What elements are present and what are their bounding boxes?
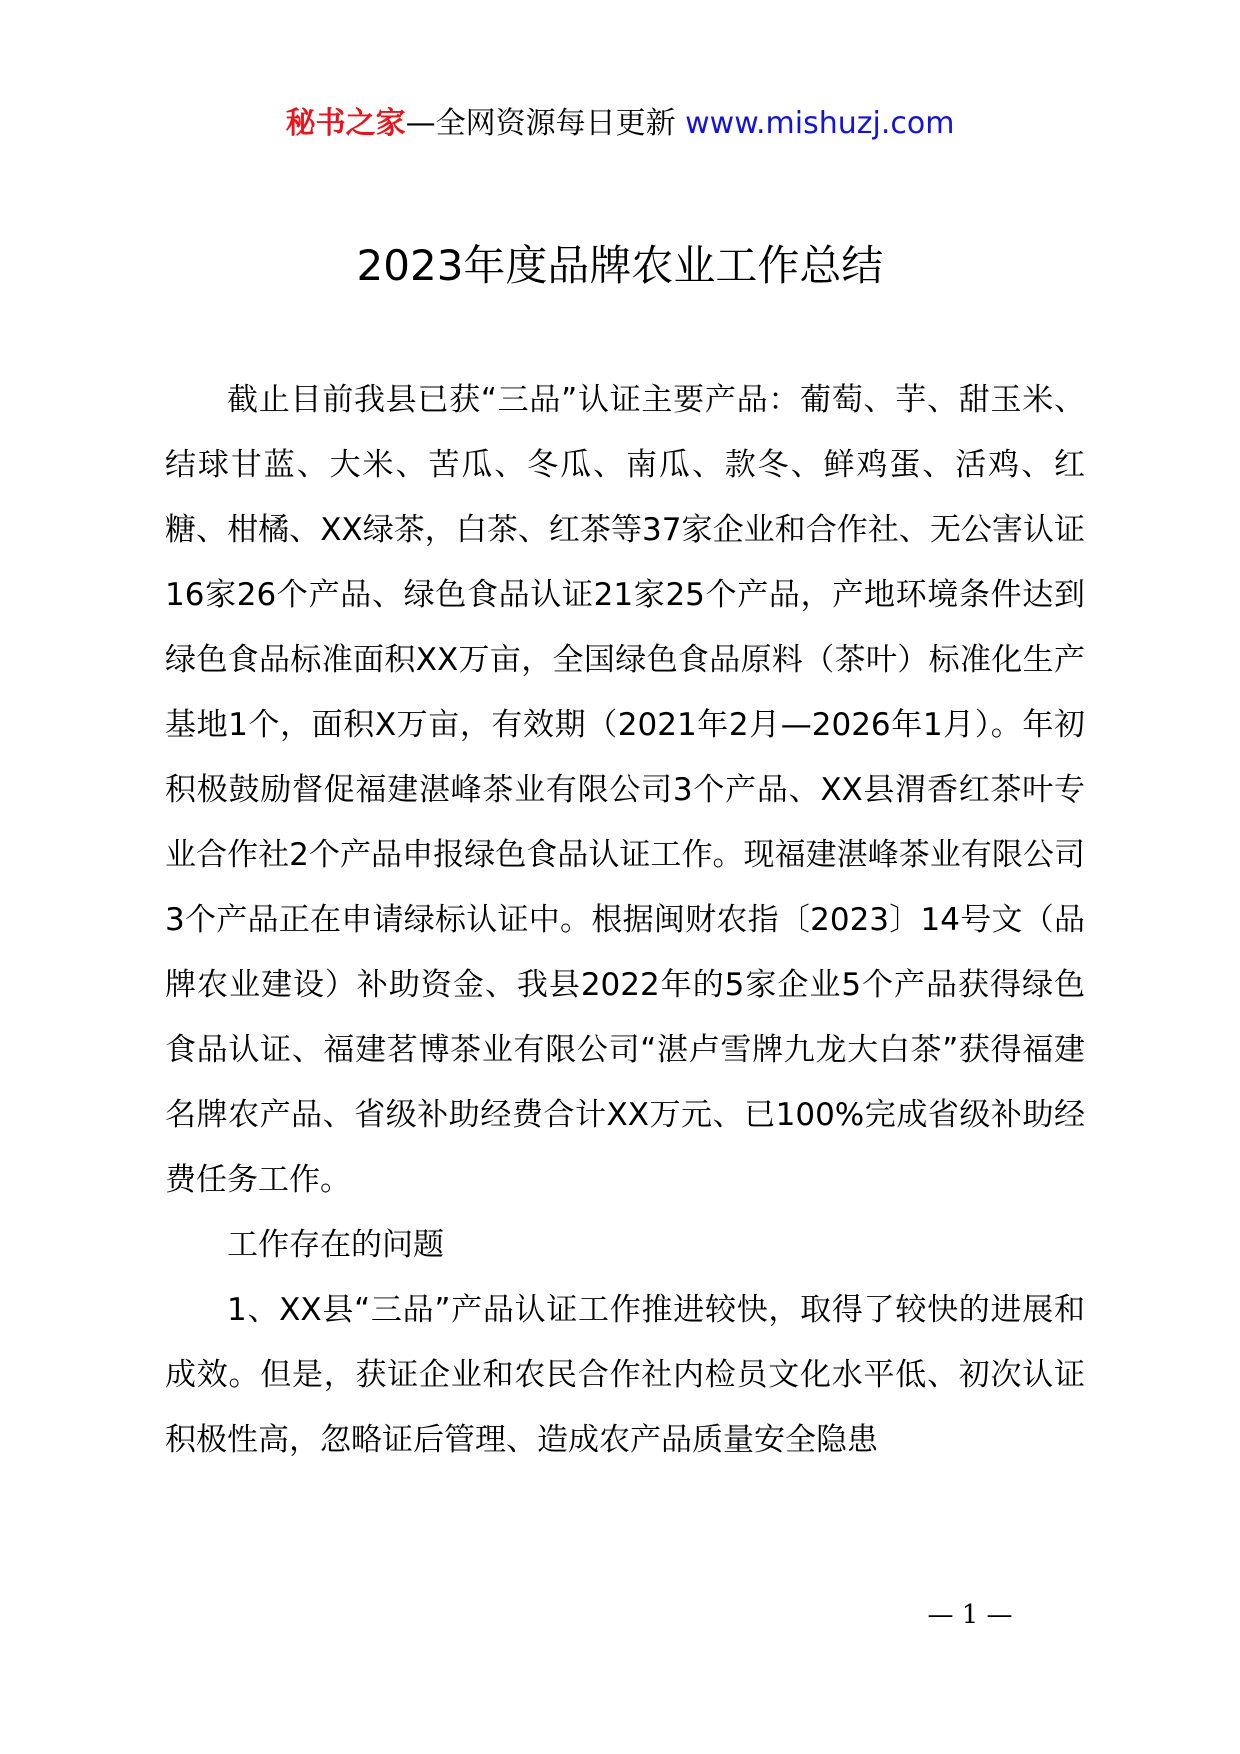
site-header (0, 100, 1240, 148)
site-tagline: —全网资源每日更新 (405, 106, 676, 141)
section-heading-problems: 工作存在的问题 (227, 1227, 444, 1263)
site-brand: 秘书之家 (285, 106, 406, 141)
site-url-link[interactable]: www.mishuzj.com (685, 106, 955, 141)
paragraph-problem-1: 1、XX县“三品”产品认证工作推进较快，取得了较快的进展和成效。但是，获证企业和农民合作社内检员文化水平低、初次认证积极性高，忽略证后管理、造成农产品质量安全隐患 (165, 1292, 1085, 1458)
paragraph-certification-summary: 截止目前我县已获“三品”认证主要产品：葡萄、芋、甜玉米、结球甘蓝、大米、苦瓜、冬瓜、南瓜、款冬、鲜鸡蛋、活鸡、红糖、柑橘、XX绿茶，白茶、红茶等37家企业和合作社、无公害认证16家26个产品、绿色食品认证21家25个产品，产地环境条件达到绿色食品标准面积XX万亩，全国绿色食品原料（茶叶）标准化生产基地1个，面积X万亩，有效期（2021年2月—2026年1月）。年初积极鼓励督促福建湛峰茶业有限公司3个产品、XX县渭香红茶叶专业合作社2个产品申报绿色食品认证工作。现福建湛峰茶业有限公司3个产品正在申请绿标认证中。根据闽财农指〔2023〕14号文（品牌农业建设）补助资金、我县2022年的5家企业5个产品获得绿色食品认证、福建茗博茶业有限公司“湛卢雪牌九龙大白茶”获得福建名牌农产品、省级补助经费合计XX万元、已100%完成省级补助经费任务工作。 (165, 382, 1085, 1198)
page-number: — 1 — (927, 1600, 1013, 1630)
document-title: 2023年度品牌农业工作总结 (356, 241, 884, 290)
document-body (165, 368, 1085, 1473)
